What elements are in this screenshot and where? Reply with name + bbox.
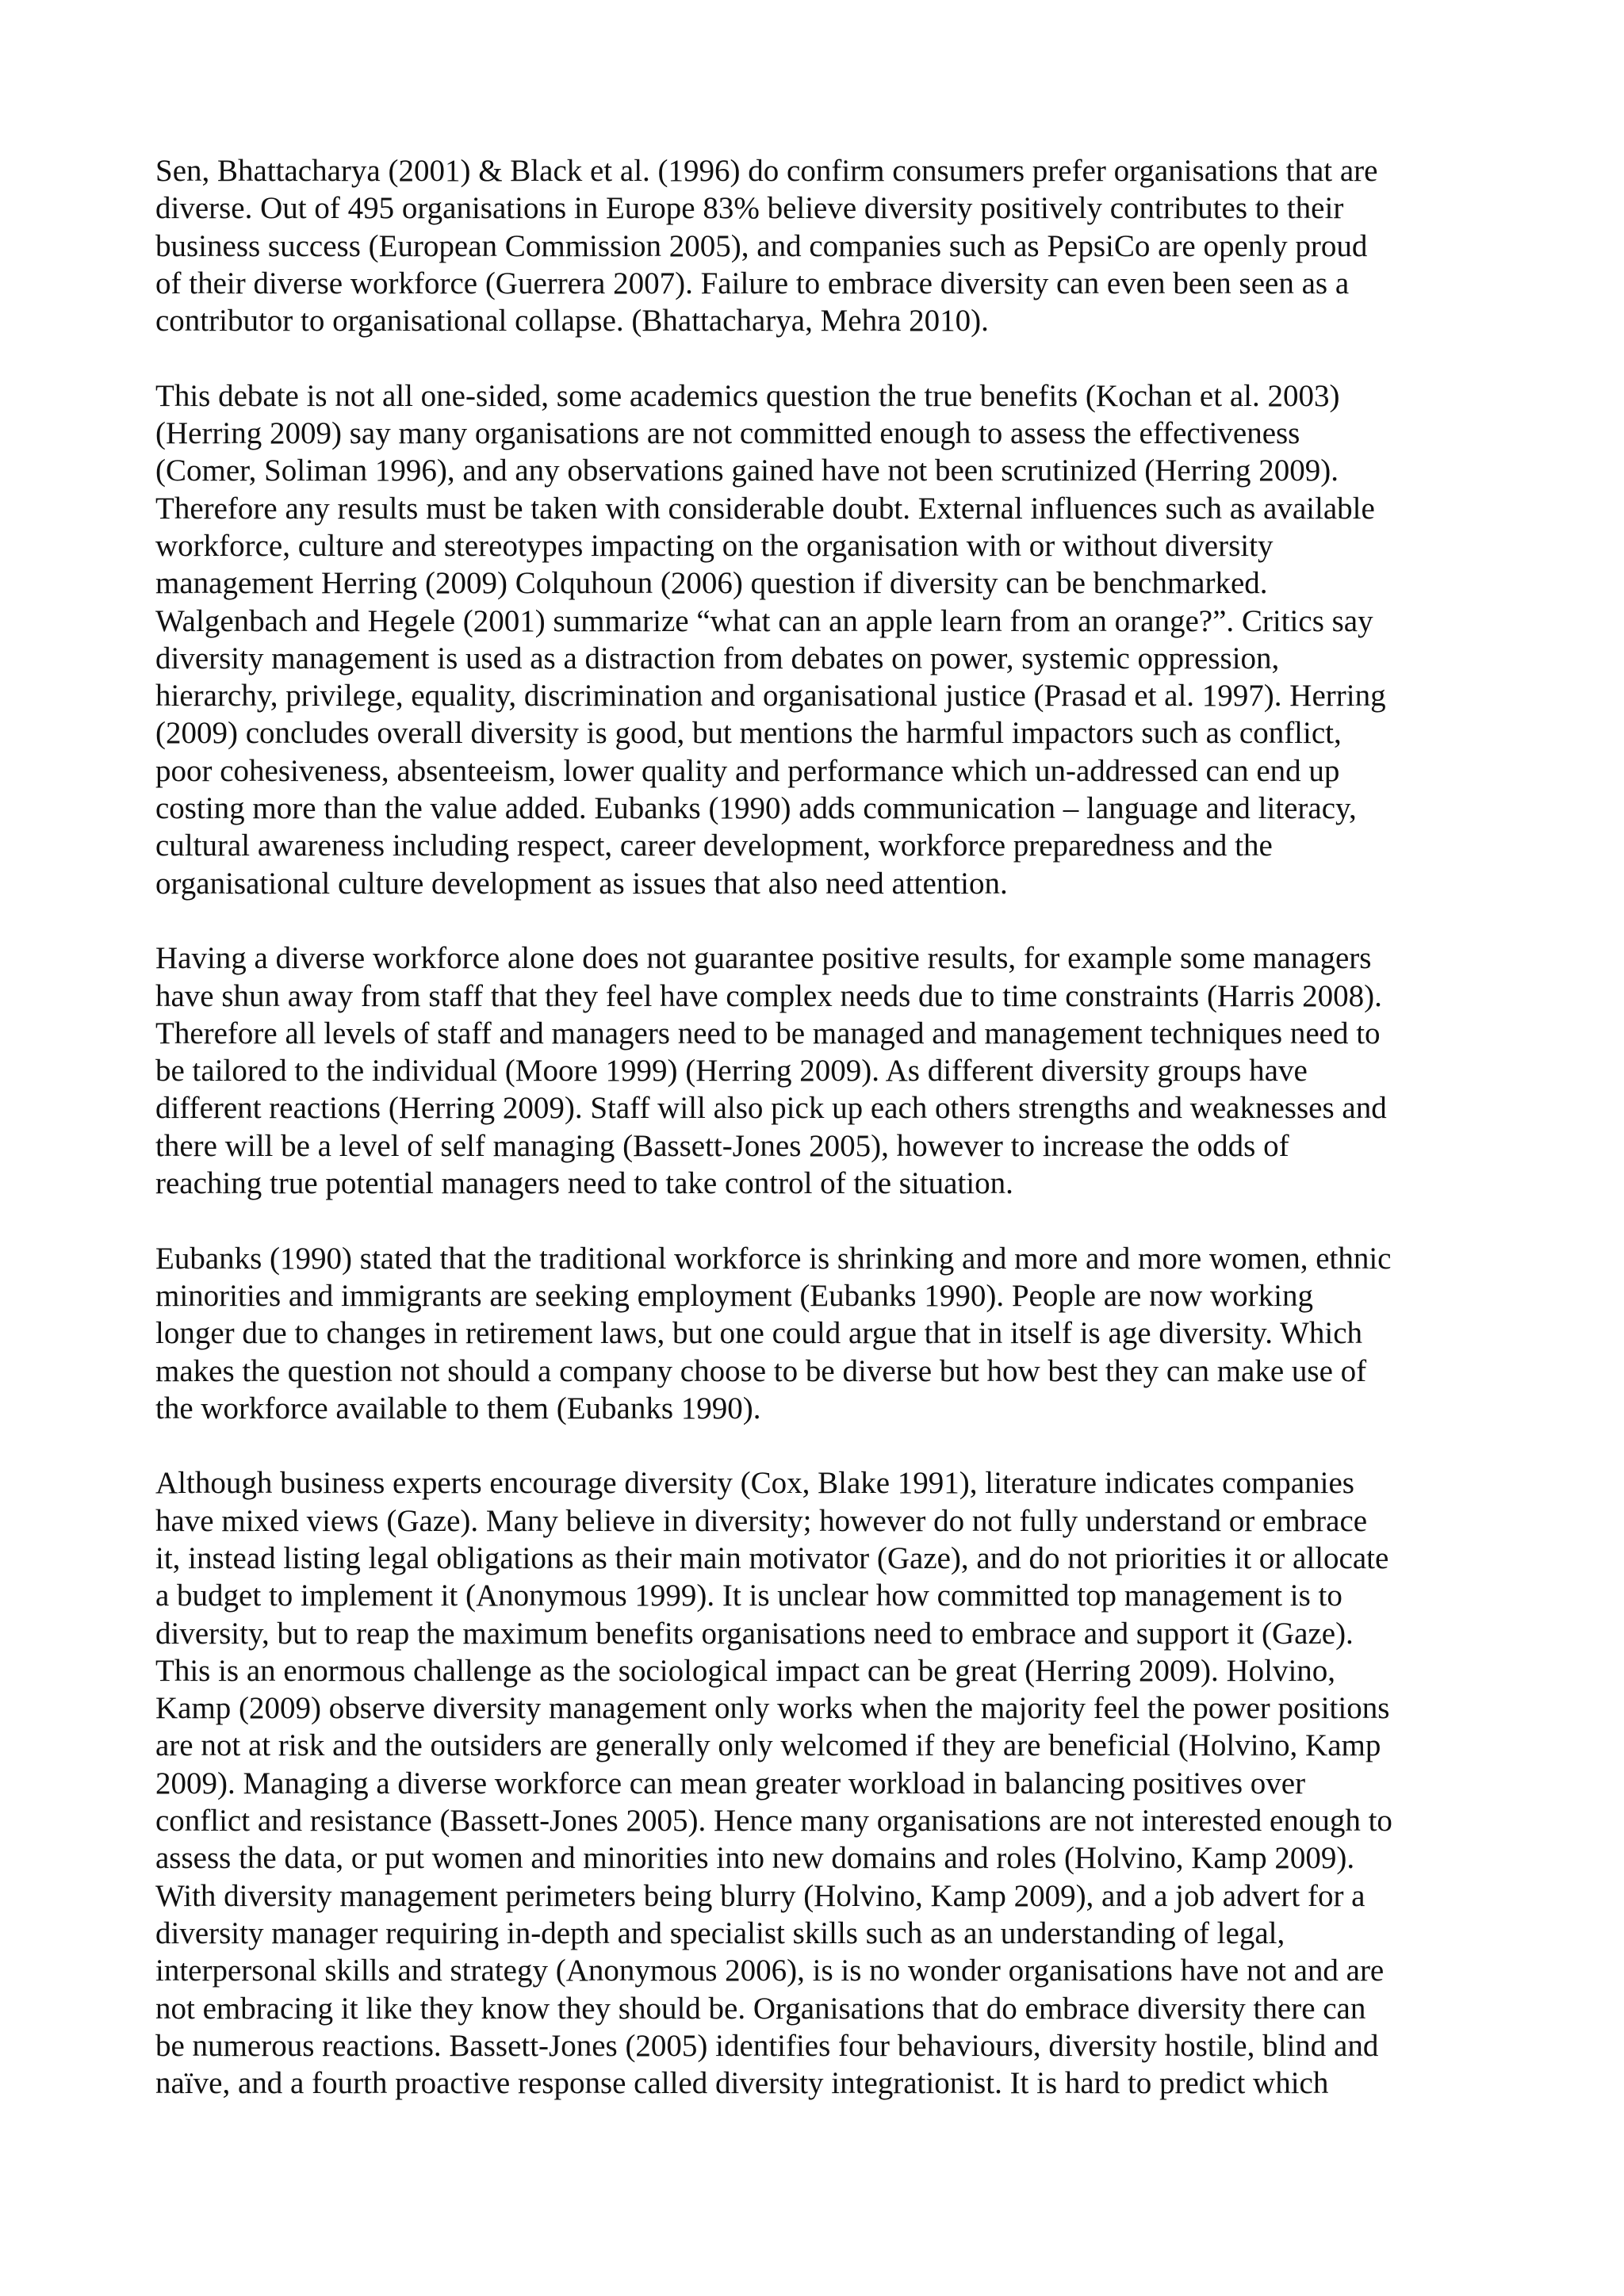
text-line: management Herring (2009) Colquhoun (2006) question if diversity can be benchmarked. [155,566,1268,601]
text-line: business success (European Commission 2005), and companies such as PepsiCo are openly proud [155,228,1368,263]
text-line: be tailored to the individual (Moore 1999) (Herring 2009). As different diversity groups have [155,1054,1308,1089]
paragraph-debate [155,377,1488,902]
text-line: Although business experts encourage diversity (Cox, Blake 1991), literature indicates companies [155,1466,1354,1501]
text-line: With diversity management perimeters being blurry (Holvino, Kamp 2009), and a job advert for a [155,1878,1365,1913]
text-line: This is an enormous challenge as the sociological impact can be great (Herring 2009). Holvino, [155,1653,1336,1688]
text-line: Walgenbach and Hegele (2001) summarize “what can an apple learn from an orange?”. Critics say [155,603,1373,638]
text-line: there will be a level of self managing (Bassett-Jones 2005), however to increase the odds of [155,1128,1289,1163]
text-line: diverse. Out of 495 organisations in Europe 83% believe diversity positively contributes to their [155,191,1344,226]
text-line: 2009). Managing a diverse workforce can mean greater workload in balancing positives over [155,1766,1306,1800]
paragraph-business-experts [155,1464,1488,2102]
text-line: (Herring 2009) say many organisations are not committed enough to assess the effectiveness [155,416,1300,451]
text-line: different reactions (Herring 2009). Staff will also pick up each others strengths and weaknesses and [155,1091,1387,1126]
text-line: (2009) concludes overall diversity is good, but mentions the harmful impactors such as conflict, [155,716,1342,751]
paragraph-diverse-workforce [155,939,1488,1202]
text-line: Therefore all levels of staff and managers need to be managed and management techniques need to [155,1016,1381,1050]
text-line: Having a diverse workforce alone does not guarantee positive results, for example some managers [155,941,1372,976]
paragraph-eubanks [155,1240,1488,1427]
text-line: have mixed views (Gaze). Many believe in diversity; however do not fully understand or embrace [155,1503,1368,1538]
text-line: conflict and resistance (Bassett-Jones 2005). Hence many organisations are not interested enough to [155,1804,1392,1839]
text-line: a budget to implement it (Anonymous 1999). It is unclear how committed top management is to [155,1578,1342,1613]
text-line: Sen, Bhattacharya (2001) & Black et al. (1996) do confirm consumers prefer organisations that are [155,154,1378,188]
text-line: have shun away from staff that they feel have complex needs due to time constraints (Harris 2008). [155,978,1382,1013]
text-line: Eubanks (1990) stated that the traditional workforce is shrinking and more and more women, ethnic [155,1241,1392,1276]
text-line: assess the data, or put women and minorities into new domains and roles (Holvino, Kamp 2009). [155,1841,1355,1876]
text-line: Therefore any results must be taken with considerable doubt. External influences such as available [155,491,1375,526]
text-line: makes the question not should a company choose to be diverse but how best they can make use of [155,1353,1367,1388]
text-line: diversity manager requiring in-depth and specialist skills such as an understanding of legal, [155,1915,1285,1950]
text-line: poor cohesiveness, absenteeism, lower quality and performance which un-addressed can end up [155,753,1340,788]
text-line: reaching true potential managers need to take control of the situation. [155,1166,1013,1201]
text-line: Kamp (2009) observe diversity management only works when the majority feel the power positions [155,1691,1390,1726]
text-line: minorities and immigrants are seeking employment (Eubanks 1990). People are now working [155,1278,1314,1313]
document-page [155,152,1488,2102]
text-line: This debate is not all one-sided, some academics question the true benefits (Kochan et al. 2003) [155,378,1340,413]
text-line: longer due to changes in retirement laws, but one could argue that in itself is age diversity. Which [155,1316,1363,1351]
text-line: workforce, culture and stereotypes impacting on the organisation with or without diversity [155,528,1274,563]
text-line: hierarchy, privilege, equality, discrimination and organisational justice (Prasad et al. 1997). Herring [155,679,1386,714]
text-line: diversity, but to reap the maximum benefits organisations need to embrace and support it (Gaze). [155,1616,1354,1651]
paragraph-consumer-preference [155,152,1488,339]
text-line: are not at risk and the outsiders are generally only welcomed if they are beneficial (Holvino, Kamp [155,1728,1381,1763]
text-line: it, instead listing legal obligations as their main motivator (Gaze), and do not priorities it or allocate [155,1540,1389,1575]
text-line: (Comer, Soliman 1996), and any observations gained have not been scrutinized (Herring 2009). [155,453,1339,488]
text-line: be numerous reactions. Bassett-Jones (2005) identifies four behaviours, diversity hostile, blind and [155,2028,1379,2063]
text-line: diversity management is used as a distraction from debates on power, systemic oppression, [155,641,1280,675]
text-line: interpersonal skills and strategy (Anonymous 2006), is is no wonder organisations have not and are [155,1954,1385,1988]
text-line: the workforce available to them (Eubanks 1990). [155,1391,761,1425]
text-line: costing more than the value added. Eubanks (1990) adds communication – language and literacy, [155,791,1357,826]
text-line: not embracing it like they know they should be. Organisations that do embrace diversity there can [155,1991,1366,2026]
text-line: organisational culture development as issues that also need attention. [155,866,1008,901]
text-line: contributor to organisational collapse. (Bhattacharya, Mehra 2010). [155,304,989,339]
text-line: cultural awareness including respect, career development, workforce preparedness and the [155,828,1273,863]
text-line: of their diverse workforce (Guerrera 2007). Failure to embrace diversity can even been seen as a [155,266,1350,300]
text-line: naïve, and a fourth proactive response called diversity integrationist. It is hard to predict which [155,2066,1329,2101]
